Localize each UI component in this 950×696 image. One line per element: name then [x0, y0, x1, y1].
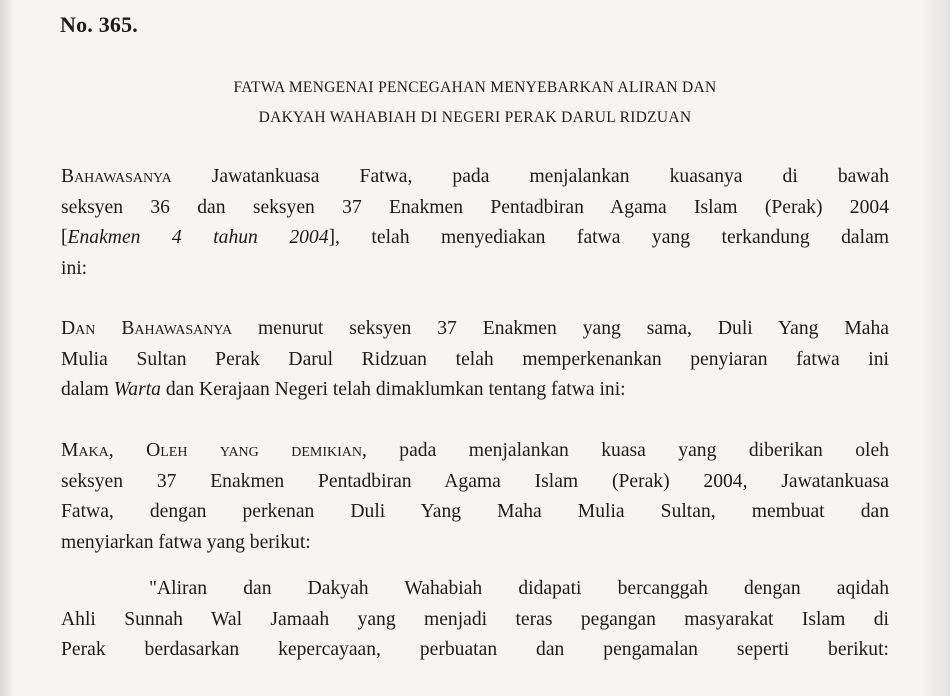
paragraph-whereas-2: [61, 314, 889, 406]
paragraph-line: seksyen 37 Enakmen Pentadbiran Agama Islam (Perak) 2004, Jawatankuasa: [61, 470, 889, 492]
paragraph-line: [61, 162, 889, 193]
paragraph-text: dan Kerajaan Negeri telah dimaklumkan tentang fatwa ini:: [160, 379, 626, 400]
paragraph-line: Perak berdasarkan kepercayaan, perbuatan dan pengamalan seperti berikut:: [61, 639, 889, 660]
paragraph-text: dalam: [61, 379, 114, 400]
paragraph-text: pada menjalankan kuasa yang diberikan oleh: [366, 440, 889, 461]
document-number: No. 365.: [60, 12, 138, 37]
paragraph-whereas-1: [61, 162, 889, 284]
paragraph-line: ini:: [61, 257, 88, 279]
document-title-line-2: DAKYAH WAHABIAH DI NEGERI PERAK DARUL RIDZUAN: [258, 109, 692, 126]
paragraph-line: [61, 436, 889, 467]
paragraph-text: Jawatankuasa Fatwa, pada menjalankan kuasanya di bawah: [171, 166, 889, 187]
paragraph-line: "Aliran dan Dakyah Wahabiah didapati bercanggah dengan aqidah: [149, 578, 889, 599]
paragraph-line: [61, 314, 889, 345]
paragraph-text: ], telah menyediakan fatwa yang terkandung dalam: [328, 227, 890, 248]
paragraph-therefore: [61, 436, 889, 558]
paragraph-text: menurut seksyen 37 Enakmen yang sama, Duli Yang Maha: [232, 318, 890, 339]
paragraph-line: menyiarkan fatwa yang berikut:: [61, 531, 311, 553]
paragraph-line: seksyen 36 dan seksyen 37 Enakmen Pentadbiran Agama Islam (Perak) 2004: [61, 196, 889, 218]
fatwa-quote: [61, 574, 889, 666]
paragraph-line: [61, 223, 889, 254]
bracket-open: [: [61, 227, 68, 248]
paragraph-line: Ahli Sunnah Wal Jamaah yang menjadi teras pegangan masyarakat Islam di: [61, 608, 889, 630]
paragraph-line: [61, 375, 889, 406]
enactment-citation: Enakmen 4 tahun 2004: [67, 227, 329, 248]
paragraph-line: Fatwa, dengan perkenan Duli Yang Maha Mulia Sultan, membuat dan: [61, 501, 889, 522]
paragraph-line: Mulia Sultan Perak Darul Ridzuan telah memperkenankan penyiaran fatwa ini: [61, 348, 889, 370]
paragraph-lead-word: Maka, Oleh yang demikian,: [61, 440, 367, 461]
paragraph-lead-word: Bahawasanya: [61, 166, 172, 187]
document-title-line-1: FATWA MENGENAI PENCEGAHAN MENYEBARKAN ALIRAN DAN: [233, 79, 717, 96]
paragraph-lead-word: Dan Bahawasanya: [61, 318, 233, 339]
gazette-word: Warta: [113, 379, 161, 400]
